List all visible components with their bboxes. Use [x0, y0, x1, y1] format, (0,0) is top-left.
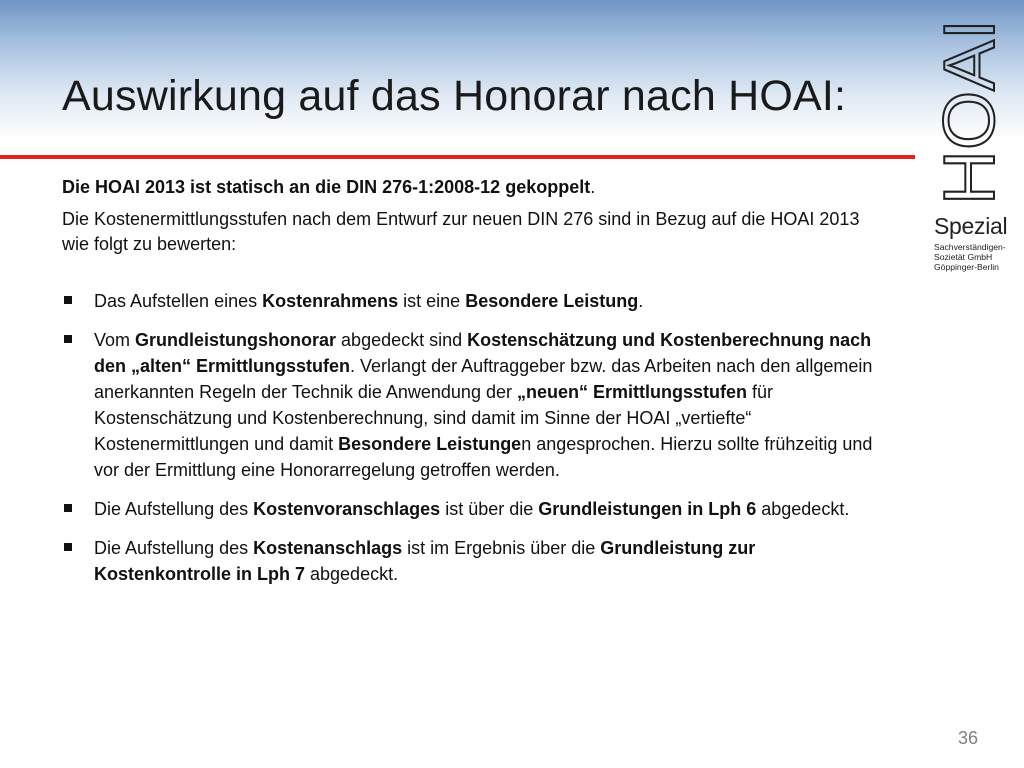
- logo-line-3: Göppinger-Berlin: [934, 262, 999, 272]
- hoai-logo: [930, 17, 1010, 207]
- bullet-list: [62, 288, 892, 600]
- intro-paragraph-1: Die HOAI 2013 ist statisch an die DIN 276-1:2008-12 gekoppelt.: [62, 177, 596, 197]
- bullet-square-icon: [64, 296, 72, 304]
- logo-line-2: Sozietät GmbH: [934, 252, 993, 262]
- list-item: Das Aufstellen eines Kostenrahmens ist eine Besondere Leistung.: [62, 288, 892, 314]
- intro-paragraph-2: Die Kostenermittlungsstufen nach dem Entwurf zur neuen DIN 276 sind in Bezug auf die HOAI 2013 wie folgt zu bewerten:: [62, 209, 860, 254]
- list-item: Die Aufstellung des Kostenanschlags ist im Ergebnis über die Grundleistung zur Kostenkontrolle in Lph 7 abgedeckt.: [62, 535, 892, 587]
- slide-title: Auswirkung auf das Honorar nach HOAI:: [62, 72, 847, 120]
- logo-spezial: Spezial: [934, 213, 1008, 239]
- bullet-square-icon: [64, 543, 72, 551]
- title-divider: [0, 155, 915, 159]
- intro-bold: Die HOAI 2013 ist statisch an die DIN 276-1:2008-12 gekoppelt: [62, 177, 591, 197]
- list-item: Die Aufstellung des Kostenvoranschlages ist über die Grundleistungen in Lph 6 abgedeckt.: [62, 496, 892, 522]
- bullet-square-icon: [64, 335, 72, 343]
- list-item: Vom Grundleistungshonorar abgedeckt sind Kostenschätzung und Kostenberechnung nach den „alten“ Ermittlungsstufen. Verlangt der Auftraggeber bzw. das Arbeiten nach den allgemein anerkannten Regeln der Technik die Anwendung der „neuen“ Ermittlungsstufen für Kostenschätzung und Kostenberechnung, sind damit im Sinne der HOAI „vertiefte“ Kostenermittlungen und damit Besondere Leistungen angesprochen. Hierzu sollte frühzeitig und vor der Ermittlung eine Honorarregelung getroffen werden.: [62, 327, 892, 483]
- bullet-square-icon: [64, 504, 72, 512]
- logo-line-1: Sachverständigen-: [934, 242, 1006, 252]
- hoai-wordmark: HOAI: [930, 28, 1010, 205]
- page-number: 36: [958, 728, 979, 748]
